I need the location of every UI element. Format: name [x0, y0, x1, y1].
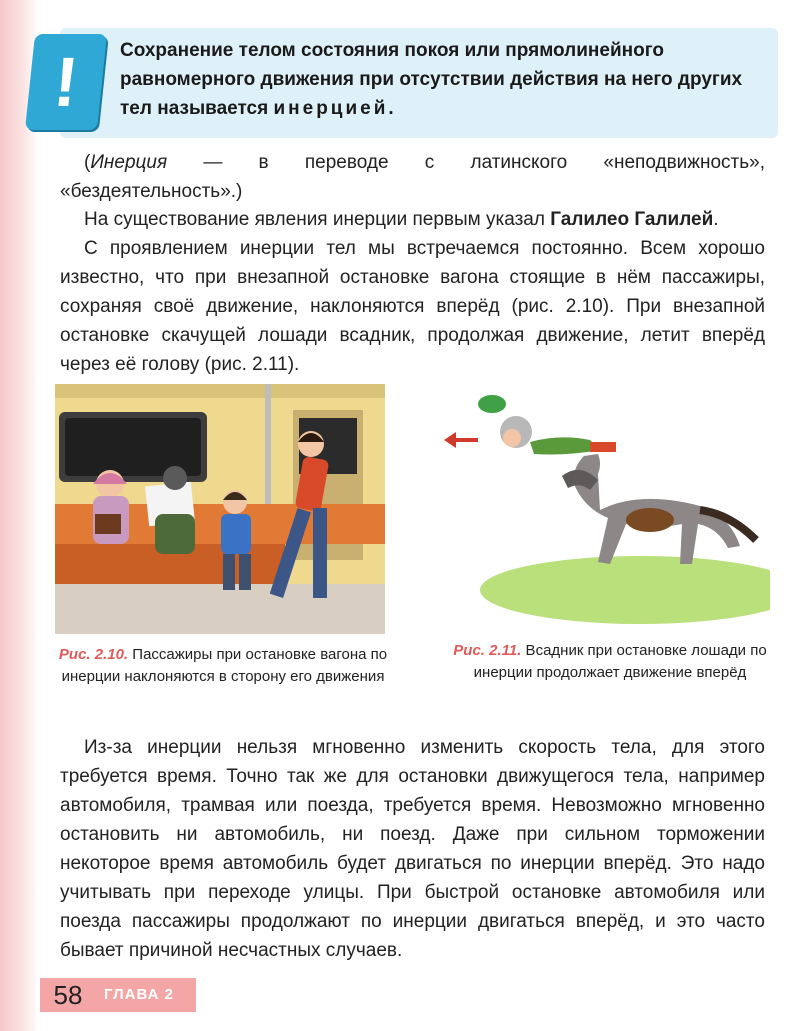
left-margin-strip — [0, 0, 38, 1031]
exclamation-icon: ! — [25, 34, 107, 130]
figure1-caption: Рис. 2.10. Пассажиры при остановке вагона по инерции наклоняются в сторону его движения — [58, 646, 388, 685]
rule-term: инерцией — [273, 98, 389, 119]
figure2-caption: Рис. 2.11. Всадник при остановке лошади по инерции продолжает движение вперёд — [453, 642, 767, 681]
paragraph-examples: С проявлением инерции тел мы встречаемся постоянно. Всем хорошо известно, что при внезапной остановке вагона стоящие в нём пассажиры, сохраняя своё движение, наклоняются вперёд (рис. 2.10). При внезапной остановке скачущей лошади всадник, продолжая движение, летит вперёд через её голову (рис. 2.11). — [60, 238, 765, 375]
figure-horse-rider — [440, 390, 770, 625]
paragraph-galileo: На существование явления инерции первым указал Галилео Галилей. — [84, 209, 719, 230]
rule-definition: Сохранение телом состояния покоя или прямолинейного равномерного движения при отсутствии действия на него других тел называется инерцией. — [120, 40, 743, 119]
paragraph-braking: Из-за инерции нельзя мгновенно изменить скорость тела, для этого требуется время. Точно так же для остановки движущегося тела, например автомобиля, трамвая или поезда, требуется время. Невозможно мгновенно остановить ни автомобиль, ни поезд. Даже при сильном торможении некоторое время автомобиль будет двигаться по инерции вперёд. Это надо учитывать при переходе улицы. При быстрой остановке автомобиля или поезда пассажиры продолжают по инерции двигаться вперёд, и это часто бывает причиной несчастных случаев. — [60, 737, 765, 961]
page-number: 58 — [53, 980, 83, 1010]
chapter-label: ГЛАВА 2 — [104, 986, 174, 1003]
paragraph-etymology: (Инерция — в переводе с латинского «неподвижность», «бездеятельность».) — [60, 152, 765, 202]
figure-train-passengers — [55, 384, 385, 634]
